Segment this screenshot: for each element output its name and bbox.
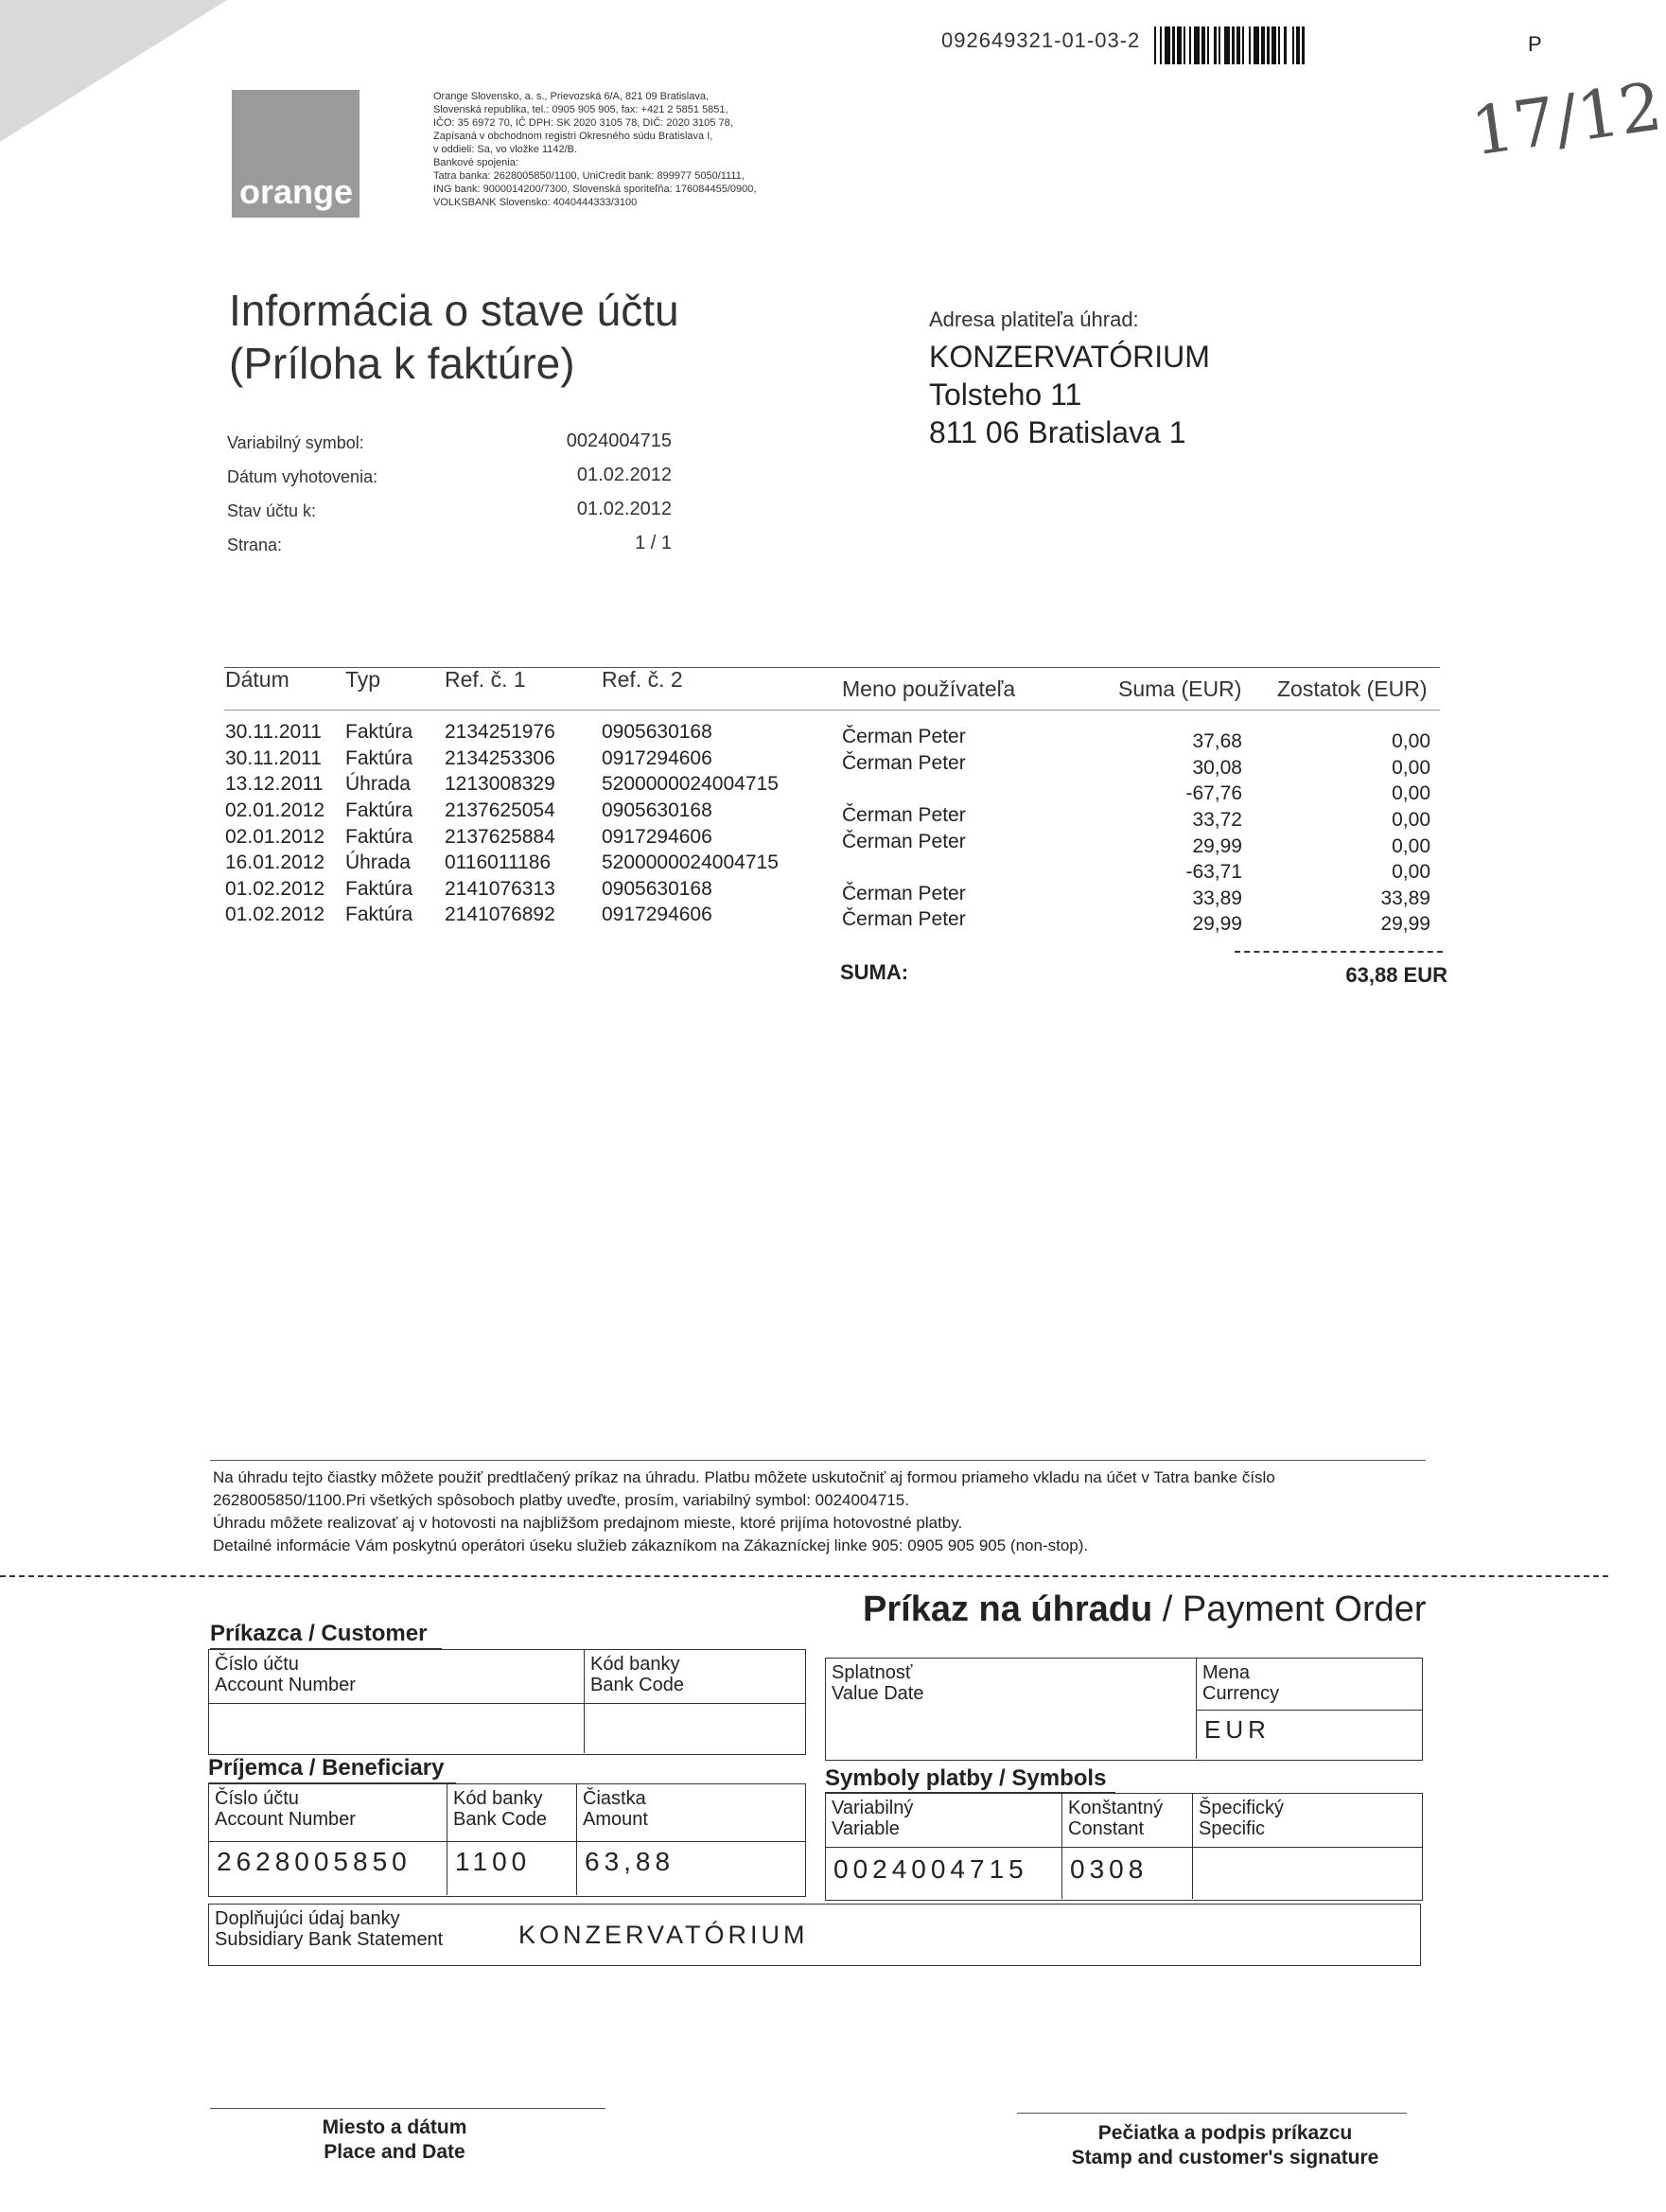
table-cell: 30.11.2011 xyxy=(225,721,322,743)
table-cell: 1213008329 xyxy=(445,773,555,795)
orange-logo xyxy=(232,90,360,218)
column-header: Ref. č. 1 xyxy=(445,667,526,692)
symbols-divider xyxy=(826,1847,1422,1848)
column-header: Suma (EUR) xyxy=(1118,676,1242,701)
meta-value: 01.02.2012 xyxy=(576,465,672,485)
table-cell: 5200000024004715 xyxy=(602,773,779,795)
place-date-line xyxy=(210,2108,605,2109)
subsidiary-box[interactable] xyxy=(208,1904,1421,1966)
specific-symbol-label: Špecifický Specific xyxy=(1199,1798,1285,1839)
table-cell: Úhrada xyxy=(345,773,411,795)
meta-label: Stav účtu k: xyxy=(227,501,317,520)
beneficiary-account-label: Číslo účtu Account Number xyxy=(215,1788,356,1830)
beneficiary-amount-cell[interactable] xyxy=(577,1784,804,1877)
meta-row xyxy=(227,499,672,533)
table-cell: 37,68 xyxy=(1192,730,1242,752)
company-line: Zapísaná v obchodnom registri Okresného súdu Bratislava I, xyxy=(433,131,713,142)
sum-dashes xyxy=(1235,951,1443,953)
company-line: Orange Slovensko, a. s., Prievozská 6/A, 821 09 Bratislava, xyxy=(433,91,710,102)
table-cell: 29,99 xyxy=(1192,913,1242,935)
table-cell: 0,00 xyxy=(1392,809,1430,831)
meta-value: 01.02.2012 xyxy=(576,499,672,519)
column-header: Meno používateľa xyxy=(842,676,1016,701)
constant-symbol-label: Konštantný Constant xyxy=(1068,1798,1164,1839)
customer-account-cell[interactable] xyxy=(209,1650,585,1753)
company-line: ING bank: 9000014200/7300, Slovenská sporiteľňa: 176084455/0900, xyxy=(433,184,757,195)
symbols-box xyxy=(825,1793,1423,1901)
notice-line: Na úhradu tejto čiastky môžete použiť predtlačený príkaz na úhradu. Platbu môžete uskutočniť aj formou priameho vkladu na účet v Tatra banke číslo xyxy=(213,1468,1275,1486)
beneficiary-divider xyxy=(209,1841,805,1842)
title-line-1: Informácia o stave účtu xyxy=(229,286,679,335)
table-cell: 2141076313 xyxy=(445,878,555,900)
table-cell: 2137625054 xyxy=(445,799,555,821)
column-header: Dátum xyxy=(225,667,289,692)
variable-symbol-value: 0024004715 xyxy=(833,1854,1028,1884)
beneficiary-amount-label: Čiastka Amount xyxy=(583,1788,648,1830)
sum-label: SUMA: xyxy=(840,960,909,984)
table-cell: 29,99 xyxy=(1380,913,1430,935)
table-cell: 33,72 xyxy=(1192,809,1242,831)
table-cell: 0,00 xyxy=(1392,730,1430,752)
table-cell: 0917294606 xyxy=(602,826,712,848)
payer-address xyxy=(929,307,1210,451)
customer-box xyxy=(208,1649,806,1755)
meta-value: 0024004715 xyxy=(566,430,672,451)
place-date-label: Miesto a dátum Place and Date xyxy=(322,2116,467,2163)
table-cell: 02.01.2012 xyxy=(225,826,325,848)
payer-name: KONZERVATÓRIUM xyxy=(929,340,1210,374)
beneficiary-title: Príjemca / Beneficiary xyxy=(208,1755,445,1781)
payment-order-title xyxy=(863,1589,1427,1630)
cut-line xyxy=(0,1575,1608,1577)
table-cell: 0,00 xyxy=(1392,835,1430,857)
table-cell: 0905630168 xyxy=(602,799,712,821)
beneficiary-bank-cell[interactable] xyxy=(447,1784,577,1895)
notice-line: Úhradu môžete realizovať aj v hotovosti na najbližšom predajnom mieste, ktoré prijíma hotovostné platby. xyxy=(213,1514,963,1532)
table-cell: Čerman Peter xyxy=(842,804,966,826)
beneficiary-account-value: 2628005850 xyxy=(217,1847,412,1876)
table-cell: 0,00 xyxy=(1392,782,1430,804)
payer-label: Adresa platiteľa úhrad: xyxy=(929,307,1139,331)
table-cell: Čerman Peter xyxy=(842,726,966,747)
notice-line: Detailné informácie Vám poskytnú operátori úseku služieb zákazníkom na Zákazníckej linke 905: 0905 905 905 (non-stop). xyxy=(213,1536,1089,1554)
company-line: Bankové spojenia: xyxy=(433,157,518,168)
value-date-cell[interactable] xyxy=(826,1659,1197,1759)
table-cell: 0116011186 xyxy=(445,851,552,873)
payment-order-title-rest: / Payment Order xyxy=(1152,1589,1427,1629)
company-line: VOLKSBANK Slovensko: 4040444333/3100 xyxy=(433,197,638,208)
notice-rule xyxy=(210,1460,1426,1461)
table-cell: Faktúra xyxy=(345,799,413,821)
column-header: Zostatok (EUR) xyxy=(1277,676,1428,701)
column-header: Typ xyxy=(345,667,381,692)
beneficiary-bank-value: 1100 xyxy=(455,1847,532,1876)
constant-symbol-value: 0308 xyxy=(1070,1854,1149,1884)
table-cell: 30.11.2011 xyxy=(225,747,322,769)
company-line: v oddieli: Sa, vo vložke 1142/B. xyxy=(433,144,578,155)
barcode-bar xyxy=(1302,26,1305,64)
symbols-title: Symboly platby / Symbols xyxy=(825,1765,1107,1791)
table-cell: 0917294606 xyxy=(602,747,712,769)
meta-label: Variabilný symbol: xyxy=(227,433,364,452)
table-cell: -67,76 xyxy=(1185,782,1242,804)
currency-value: EUR xyxy=(1204,1715,1271,1744)
document-code: 092649321-01-03-2 xyxy=(941,28,1141,52)
signature-line xyxy=(1017,2113,1407,2114)
page-title xyxy=(229,284,679,390)
table-cell: Čerman Peter xyxy=(842,883,966,904)
table-cell: 33,89 xyxy=(1380,887,1430,909)
table-cell: 2137625884 xyxy=(445,826,555,848)
table-cell: 2141076892 xyxy=(445,904,555,925)
subsidiary-value: KONZERVATÓRIUM xyxy=(518,1921,809,1949)
table-cell: Faktúra xyxy=(345,721,413,743)
payer-city: 811 06 Bratislava 1 xyxy=(929,415,1186,449)
title-line-2: (Príloha k faktúre) xyxy=(229,339,575,388)
meta-row xyxy=(227,465,672,499)
table-cell: 33,89 xyxy=(1192,887,1242,909)
customer-account-label: Číslo účtu Account Number xyxy=(215,1654,356,1695)
beneficiary-account-cell[interactable] xyxy=(209,1784,447,1895)
customer-bank-label: Kód banky Bank Code xyxy=(590,1654,684,1695)
table-cell: Úhrada xyxy=(345,851,411,873)
table-cell: 16.01.2012 xyxy=(225,851,325,873)
table-cell: 30,08 xyxy=(1192,757,1242,779)
currency-label: Mena Currency xyxy=(1202,1662,1280,1704)
customer-title: Príkazca / Customer xyxy=(210,1621,428,1646)
handwritten-note: 17/12 xyxy=(1466,67,1666,171)
table-cell: 0,00 xyxy=(1392,861,1430,883)
table-cell: Čerman Peter xyxy=(842,752,966,774)
column-header: Ref. č. 2 xyxy=(602,667,683,692)
meta-row xyxy=(227,430,672,465)
table-cell: 0,00 xyxy=(1392,757,1430,779)
company-line: Slovenská republika, tel.: 0905 905 905, fax: +421 2 5851 5851, xyxy=(433,104,728,115)
table-cell: 0905630168 xyxy=(602,878,712,900)
currency-divider xyxy=(1197,1710,1422,1711)
variable-symbol-label: Variabilný Variable xyxy=(832,1798,914,1839)
beneficiary-amount-value: 63,88 xyxy=(585,1847,675,1876)
table-cell: 01.02.2012 xyxy=(225,904,325,925)
customer-bank-cell[interactable] xyxy=(585,1650,690,1699)
table-cell: Čerman Peter xyxy=(842,831,966,852)
payment-notice xyxy=(213,1466,1433,1557)
table-cell: 29,99 xyxy=(1192,835,1242,857)
table-cell: Faktúra xyxy=(345,878,413,900)
folded-corner xyxy=(0,0,227,142)
table-cell: 2134251976 xyxy=(445,721,555,743)
table-cell: 5200000024004715 xyxy=(602,851,779,873)
value-date-box xyxy=(825,1658,1423,1761)
notice-line: 2628005850/1100.Pri všetkých spôsoboch platby uveďte, prosím, variabilný symbol: 0024004715. xyxy=(213,1491,909,1509)
sum-value: 63,88 EUR xyxy=(1345,963,1447,987)
currency-cell[interactable] xyxy=(1197,1659,1422,1745)
account-meta xyxy=(227,430,672,567)
table-cell: 13.12.2011 xyxy=(225,773,324,795)
company-line: Tatra banka: 2628005850/1100, UniCredit bank: 899977 5050/1111, xyxy=(433,170,745,182)
table-cell: 02.01.2012 xyxy=(225,799,325,821)
table-cell: 2134253306 xyxy=(445,747,555,769)
company-details xyxy=(433,90,850,209)
beneficiary-box xyxy=(208,1783,806,1897)
company-line: IČO: 35 6972 70, IČ DPH: SK 2020 3105 78, DIČ: 2020 3105 78, xyxy=(433,117,733,129)
meta-label: Dátum vyhotovenia: xyxy=(227,467,378,486)
specific-symbol-cell[interactable] xyxy=(1193,1794,1420,1854)
table-cell: 0917294606 xyxy=(602,904,712,925)
table-cell: Čerman Peter xyxy=(842,908,966,930)
meta-value: 1 / 1 xyxy=(635,533,672,553)
meta-label: Strana: xyxy=(227,535,283,554)
payer-street: Tolsteho 11 xyxy=(929,377,1082,412)
meta-row xyxy=(227,533,672,567)
customer-divider xyxy=(209,1703,805,1704)
signature-label: Pečiatka a podpis príkazcu Stamp and customer's signature xyxy=(1071,2122,1379,2168)
logo-text: orange xyxy=(239,172,354,211)
subsidiary-label: Doplňujúci údaj banky Subsidiary Bank Statement xyxy=(215,1908,444,1950)
table-cell: Faktúra xyxy=(345,904,413,925)
value-date-label: Splatnosť Value Date xyxy=(832,1662,924,1704)
table-cell: 0905630168 xyxy=(602,721,712,743)
table-cell: Faktúra xyxy=(345,826,413,848)
barcode xyxy=(1154,26,1305,64)
payment-order-title-bold: Príkaz na úhradu xyxy=(863,1589,1153,1629)
beneficiary-bank-label: Kód banky Bank Code xyxy=(453,1788,547,1830)
table-top-rule xyxy=(224,667,1440,668)
table-cell: Faktúra xyxy=(345,747,413,769)
page-letter: P xyxy=(1528,32,1542,56)
table-cell: -63,71 xyxy=(1185,861,1242,883)
table-cell: 01.02.2012 xyxy=(225,878,325,900)
table-header-rule xyxy=(224,710,1440,711)
